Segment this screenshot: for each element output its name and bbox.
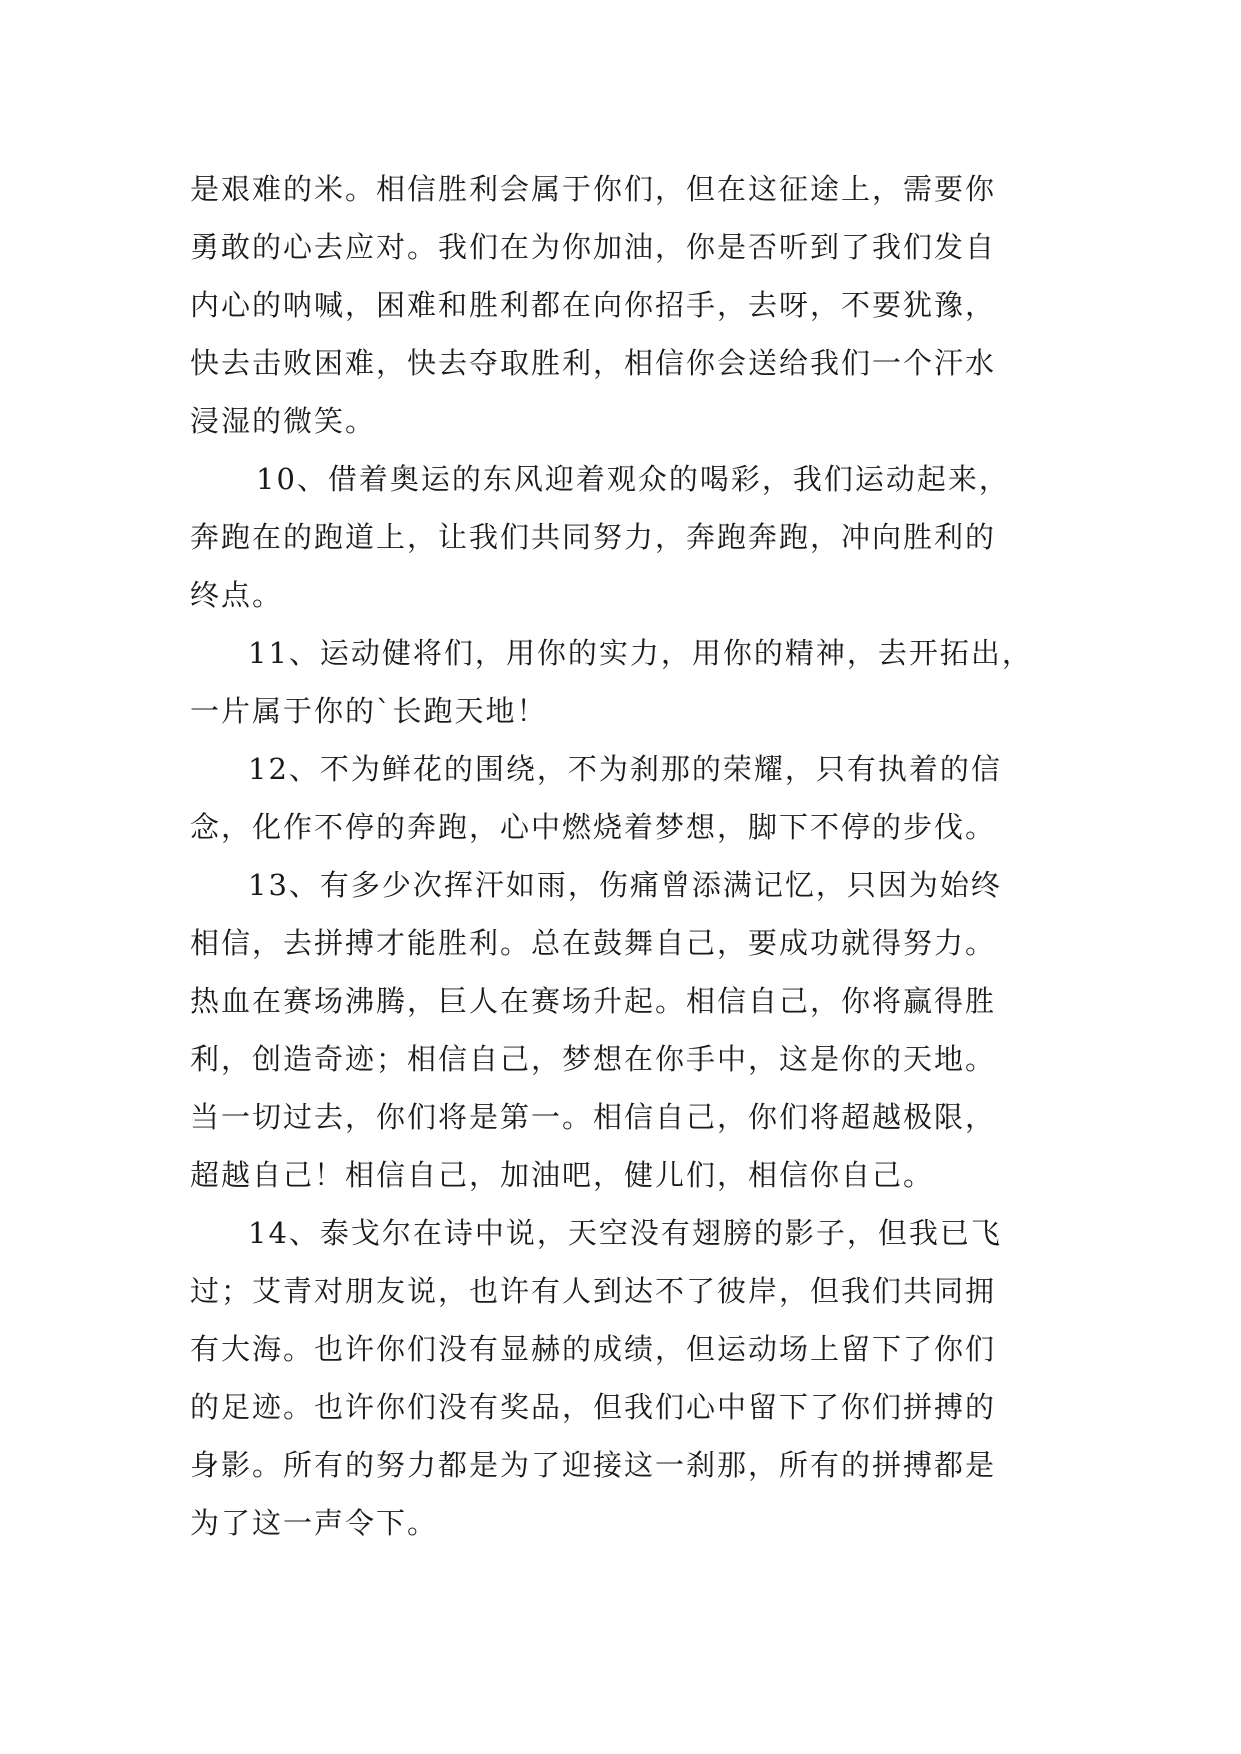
text-line: 浸湿的微笑。 bbox=[190, 404, 377, 438]
text-line: 奔跑在的跑道上，让我们共同努力，奔跑奔跑，冲向胜利的 bbox=[190, 520, 997, 554]
text-line: 当一切过去，你们将是第一。相信自己，你们将超越极限， bbox=[190, 1100, 997, 1134]
paragraph-12-start: 12、不为鲜花的围绕，不为刹那的荣耀，只有执着的信 bbox=[248, 752, 1002, 786]
text-line: 终点。 bbox=[190, 578, 284, 612]
text-line: 一片属于你的`长跑天地！ bbox=[190, 694, 548, 728]
text-line: 为了这一声令下。 bbox=[190, 1506, 439, 1540]
paragraph-10-start: 10、借着奥运的东风迎着观众的喝彩，我们运动起来， bbox=[256, 462, 1010, 496]
text-line: 热血在赛场沸腾，巨人在赛场升起。相信自己，你将赢得胜 bbox=[190, 984, 997, 1018]
paragraph-11-start: 11、运动健将们，用你的实力，用你的精神，去开拓出， bbox=[248, 636, 1033, 670]
text-line: 超越自己！相信自己，加油吧，健儿们，相信你自己。 bbox=[190, 1158, 935, 1192]
text-line: 勇敢的心去应对。我们在为你加油，你是否听到了我们发自 bbox=[190, 230, 997, 264]
text-line: 的足迹。也许你们没有奖品，但我们心中留下了你们拼搏的 bbox=[190, 1390, 997, 1424]
text-line: 内心的呐喊，困难和胜利都在向你招手，去呀，不要犹豫， bbox=[190, 288, 997, 322]
paragraph-13-start: 13、有多少次挥汗如雨，伤痛曾添满记忆，只因为始终 bbox=[248, 868, 1002, 902]
text-line: 是艰难的米。相信胜利会属于你们，但在这征途上，需要你 bbox=[190, 172, 997, 206]
text-line: 有大海。也许你们没有显赫的成绩，但运动场上留下了你们 bbox=[190, 1332, 997, 1366]
paragraph-14-start: 14、泰戈尔在诗中说，天空没有翅膀的影子，但我已飞 bbox=[248, 1216, 1002, 1250]
text-line: 利，创造奇迹；相信自己，梦想在你手中，这是你的天地。 bbox=[190, 1042, 997, 1076]
text-line: 相信，去拼搏才能胜利。总在鼓舞自己，要成功就得努力。 bbox=[190, 926, 997, 960]
document-body bbox=[190, 160, 1070, 1552]
text-line: 身影。所有的努力都是为了迎接这一刹那，所有的拼搏都是 bbox=[190, 1448, 997, 1482]
text-line: 过；艾青对朋友说，也许有人到达不了彼岸，但我们共同拥 bbox=[190, 1274, 997, 1308]
text-line: 念，化作不停的奔跑，心中燃烧着梦想，脚下不停的步伐。 bbox=[190, 810, 997, 844]
text-line: 快去击败困难，快去夺取胜利，相信你会送给我们一个汗水 bbox=[190, 346, 997, 380]
